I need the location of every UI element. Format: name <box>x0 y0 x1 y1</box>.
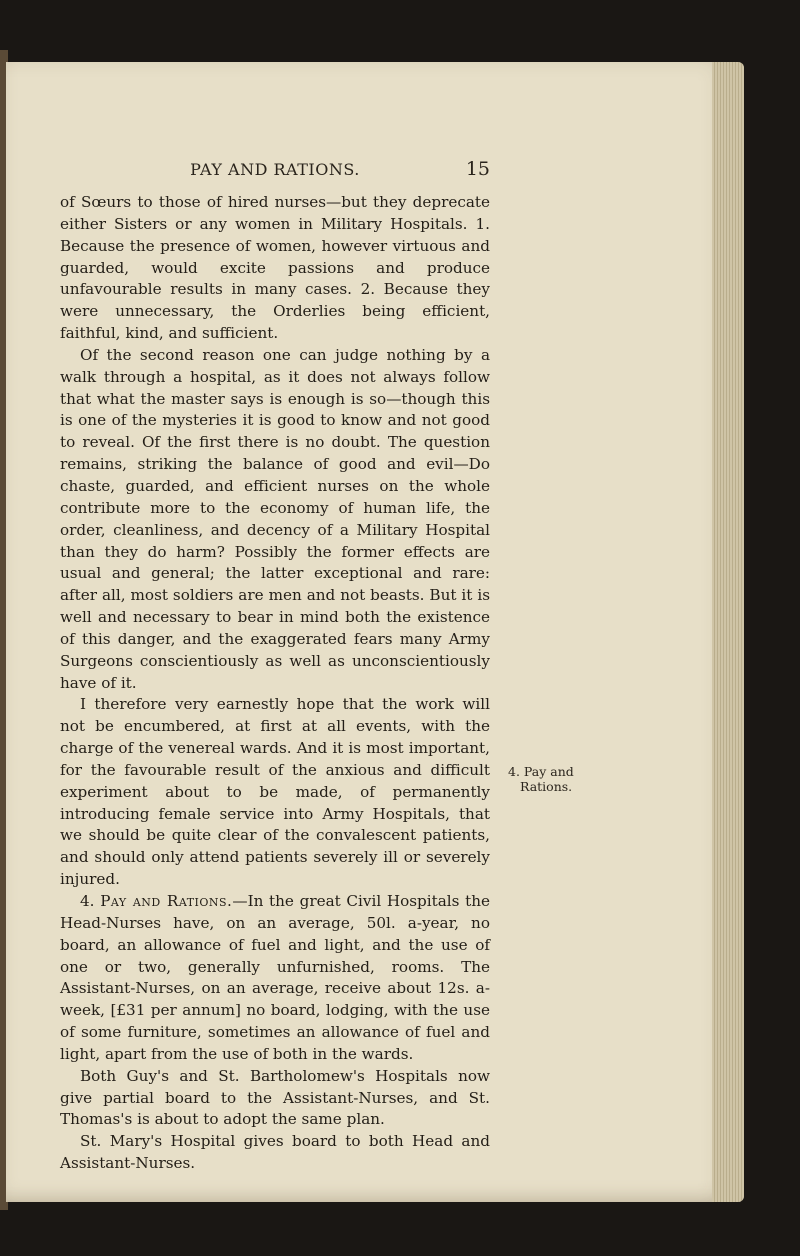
section-heading: Pay and Rations. <box>100 892 233 910</box>
paragraph-1: of Sœurs to those of hired nurses—but they deprecate either Sisters or any women in Military Hospitals. 1. Because the presence of women, however virtuous and guarded, would excite passions and produce unfavourable results in many cases. 2. Because they were unnecessary, the Orderlies being efficient, faithful, kind, and sufficient. <box>60 193 490 343</box>
margin-note-line-1: 4. Pay and <box>508 764 574 779</box>
paragraph-5: Both Guy's and St. Bartholomew's Hospitals now give partial board to the Assistant-Nurses, and St. Thomas's is about to adopt the same plan. <box>60 1066 490 1129</box>
section-number: 4. <box>80 892 95 910</box>
paragraph-4-text: —In the great Civil Hospitals the Head-Nurses have, on an average, 50l. a-year, no board, an allowance of fuel and light, and the use of one or two, generally unfurnished, rooms. The Assistant-Nurses, on an average, receive about 12s. a-week, [£31 per annum] no board, lodging, with the use of some furniture, sometimes an allowance of fuel and light, apart from the use of both in the wards. <box>60 892 490 1063</box>
paragraph-3: I therefore very earnestly hope that the work will not be encumbered, at first at all events, with the charge of the venereal wards. And it is most important, for the favourable result of the anxious and difficult experiment about to be made, of permanently introducing female service into Army Hospitals, that we should be quite clear of the convalescent patients, and should only attend patients severely ill or severely injured. <box>60 695 490 889</box>
paragraph-4 <box>60 891 490 1066</box>
margin-note <box>508 764 608 794</box>
paragraph-2: Of the second reason one can judge nothing by a walk through a hospital, as it does not always follow that what the master says is enough is so—though this is one of the mysteries it is good to know and not good to reveal. Of the first there is no doubt. The question remains, striking the balance of good and evil—Do chaste, guarded, and efficient nurses on the whole contribute more to the economy of human life, the order, cleanliness, and decency of a Military Hospital than they do harm? Possibly the former effects are usual and general; the latter exceptional and rare: after all, most soldiers are men and not beasts. But it is well and necessary to bear in mind both the existence of this danger, and the exaggerated fears many Army Surgeons conscientiously as well as unconscientiously have of it. <box>60 345 490 692</box>
running-title: PAY AND RATIONS. <box>190 160 360 179</box>
page-header <box>60 158 490 182</box>
page-number: 15 <box>465 158 490 180</box>
page-body <box>60 192 490 1175</box>
page-edges <box>712 62 744 1202</box>
margin-note-line-2: Rations. <box>520 779 573 794</box>
paragraph-6: St. Mary's Hospital gives board to both Head and Assistant-Nurses. <box>60 1132 490 1173</box>
